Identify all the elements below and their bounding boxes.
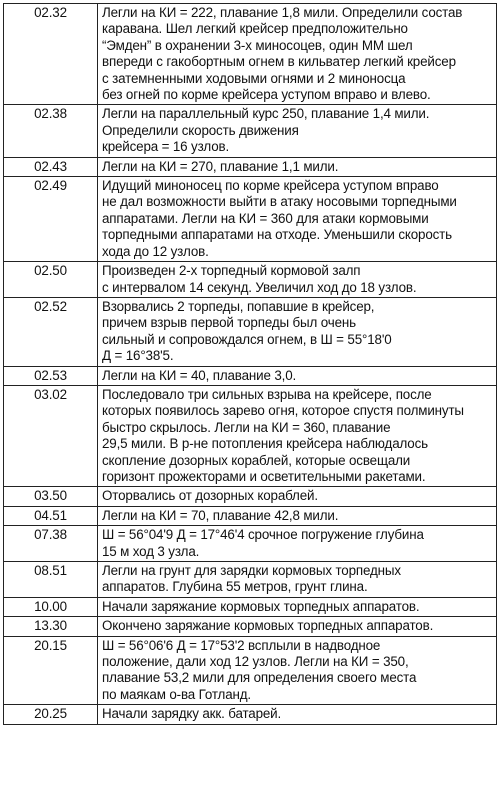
log-entry: Легли на КИ = 270, плавание 1,1 мили. [98,157,497,176]
log-table [3,3,497,725]
log-row [4,177,497,262]
log-row [4,157,497,176]
log-entry: Легли на грунт для зарядки кормовых торпедных аппаратов. Глубина 55 метров, грунт глина. [98,562,497,598]
log-entry: Легли на КИ = 40, плавание 3,0. [98,366,497,385]
log-time: 03.50 [4,487,98,506]
log-entry: Легли на КИ = 70, плавание 42,8 мили. [98,506,497,525]
log-entry: Произведен 2-х торпедный кормовой залп с интервалом 14 секунд. Увеличил ход до 18 узлов. [98,262,497,298]
log-row [4,705,497,724]
log-time: 20.25 [4,705,98,724]
log-row [4,617,497,636]
log-row [4,506,497,525]
log-time: 10.00 [4,597,98,616]
log-row [4,105,497,157]
log-row [4,4,497,105]
log-row [4,262,497,298]
log-time: 20.15 [4,636,98,705]
log-time: 02.53 [4,366,98,385]
log-entry: Последовало три сильных взрыва на крейсере, после которых появилось зарево огня, которое спустя полминуты быстро скрылось. Легли на КИ = 360, плавание 29,5 мили. В р-не потопления крейсера наблюдалось скопление дозорных кораблей, которые освещали горизонт прожекторами и осветительными ракетами. [98,385,497,486]
log-row [4,366,497,385]
log-row [4,487,497,506]
log-entry: Начали зарядку акк. батарей. [98,705,497,724]
log-time: 02.32 [4,4,98,105]
log-time: 02.50 [4,262,98,298]
log-row [4,297,497,366]
log-time: 02.43 [4,157,98,176]
log-time: 02.38 [4,105,98,157]
log-time: 03.02 [4,385,98,486]
log-row [4,597,497,616]
log-entry: Легли на КИ = 222, плавание 1,8 мили. Определили состав каравана. Шел легкий крейсер предположительно “Эмден” в охранении 3-х миносоцев, один ММ шел впереди с гакобортным огнем в кильватер легкий крейсер с затемненными ходовыми огнями и 2 миноносца без огней по корме крейсера уступом вправо и влево. [98,4,497,105]
log-time: 13.30 [4,617,98,636]
log-row [4,526,497,562]
log-row [4,385,497,486]
log-row [4,562,497,598]
log-body [4,4,497,725]
log-time: 02.52 [4,297,98,366]
log-entry: Начали заряжание кормовых торпедных аппаратов. [98,597,497,616]
log-time: 08.51 [4,562,98,598]
log-row [4,636,497,705]
log-time: 04.51 [4,506,98,525]
log-time: 02.49 [4,177,98,262]
log-entry: Идущий миноносец по корме крейсера уступом вправо не дал возможности выйти в атаку носовыми торпедными аппаратами. Легли на КИ = 360 для атаки кормовыми торпедными аппаратами на отходе. Уменьшили скорость хода до 12 узлов. [98,177,497,262]
log-time: 07.38 [4,526,98,562]
log-entry: Оторвались от дозорных кораблей. [98,487,497,506]
log-entry: Взорвались 2 торпеды, попавшие в крейсер, причем взрыв первой торпеды был очень сильный и сопровождался огнем, в Ш = 55°18'0 Д = 16°38'5. [98,297,497,366]
log-entry: Легли на параллельный курс 250, плавание 1,4 мили. Определили скорость движения крейсера = 16 узлов. [98,105,497,157]
log-entry: Окончено заряжание кормовых торпедных аппаратов. [98,617,497,636]
log-entry: Ш = 56°06'6 Д = 17°53'2 всплыли в надводное положение, дали ход 12 узлов. Легли на КИ = 350, плавание 53,2 мили для определения своего места по маякам о-ва Готланд. [98,636,497,705]
log-entry: Ш = 56°04'9 Д = 17°46'4 срочное погружение глубина 15 м ход 3 узла. [98,526,497,562]
